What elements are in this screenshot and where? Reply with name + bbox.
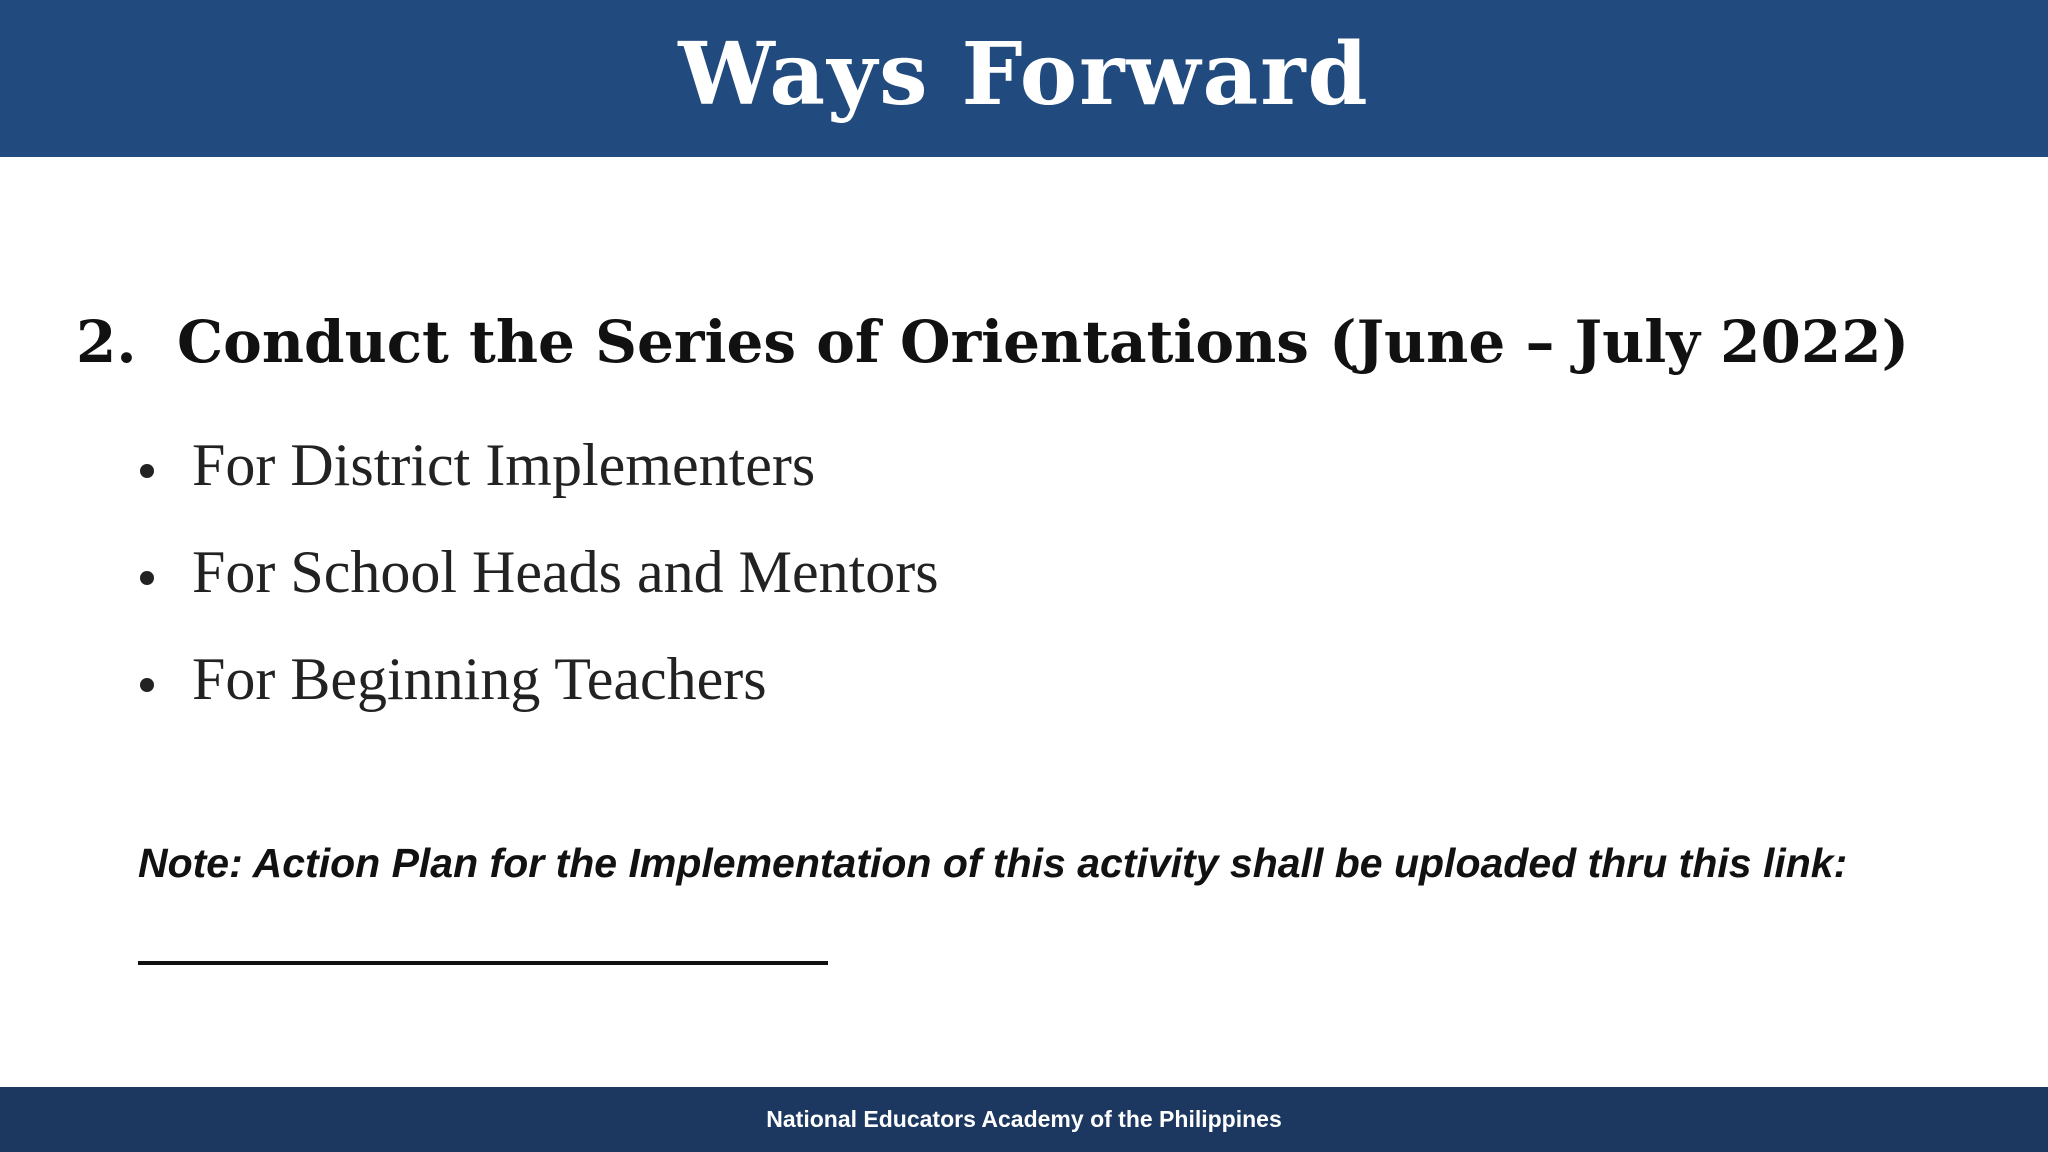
bullet-icon [140, 678, 154, 692]
list-item [140, 412, 939, 519]
bullet-icon [140, 464, 154, 478]
list-item [140, 626, 939, 733]
section-heading [76, 308, 1909, 376]
header-bar [0, 0, 2048, 157]
footer-bar [0, 1087, 2048, 1152]
link-blank-line [138, 961, 828, 965]
note-text: Note: Action Plan for the Implementation of this activity shall be uploaded thru this link: [138, 840, 1848, 886]
slide-title: Ways Forward [678, 23, 1370, 125]
bullet-icon [140, 571, 154, 585]
footer-text: National Educators Academy of the Philippines [766, 1106, 1282, 1132]
bullet-text: For School Heads and Mentors [192, 539, 939, 605]
bullet-text: For Beginning Teachers [192, 646, 767, 712]
heading-text: Conduct the Series of Orientations (June – July 2022) [177, 308, 1910, 376]
bullet-list [140, 412, 939, 733]
bullet-text: For District Implementers [192, 432, 816, 498]
heading-number: 2. [76, 308, 137, 376]
list-item [140, 519, 939, 626]
